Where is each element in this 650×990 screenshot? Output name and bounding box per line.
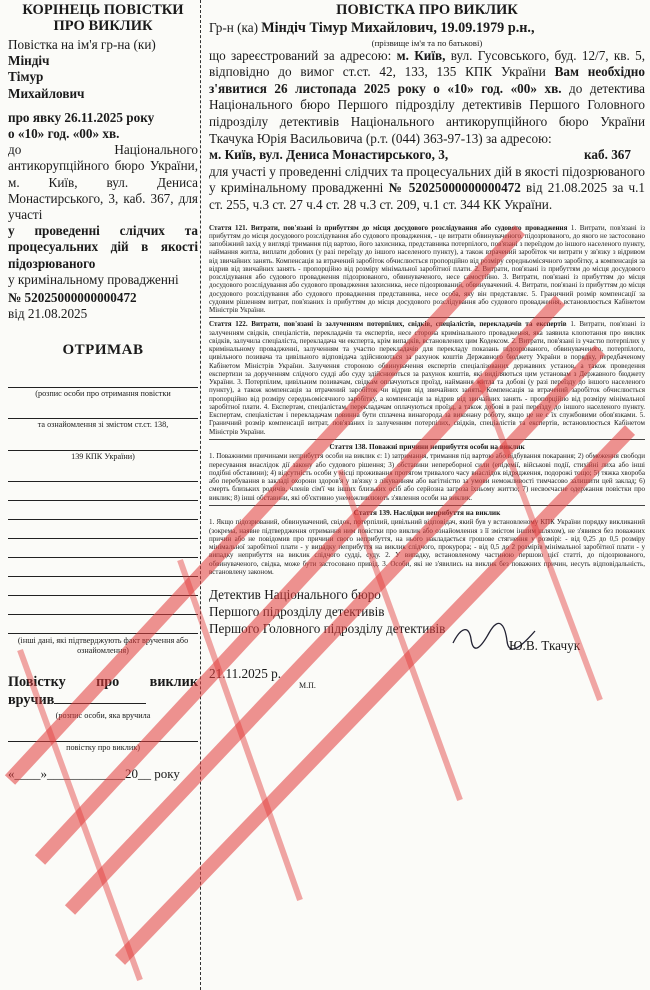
art138-head: Стаття 138. Поважні причини неприбуття особи на виклик bbox=[329, 441, 525, 451]
summons-case-rest: від 21.08.2025 за ч.1 ст. 255, ч.3 ст. 27 ч.4 ст. 28 ч.3 ст. 209, ч.1 ст. 344 КК України. bbox=[209, 180, 646, 212]
art121: Стаття 121. Витрати, пов'язані із прибуттям до місця досудового розслідування або судового провадження 1. Витрати, пов'язані із прибуттям до місця досудового розслідування або судового провадження, - це витрати обвинуваченого, підозрюваного, до якого не застосовано запобіжний захід у вигляді тримання під вартою, його захисника, представника потерпілого, пов'язані з переїздом до іншого населеного пункту, наймання житла, виплати добових (у разі переїзду до іншого населеного пункту), а також втрачений заробіток чи витрати у зв'язку з відривом від звичайних занять. Компенсація за втрачений заробіток обчислюється пропорційно від розміру середньомісячного заробітку, а компенсація за відрив від звичайних занять - пропорційно від розміру мінімальної заробітної плати. 2. Витрати, пов'язані із прибуттям до місця досудового розслідування або судового провадження підозрюваного, обвинуваченого, несе самостійно. 3. Витрати, пов'язані із прибуттям до місця досудового розслідування або судового провадження захисника, несе підозрюваний, обвинувачений. 4. Витрати, пов'язані із прибуттям до місця досудового розслідування або судового провадження представника, несе особа, яку він представляє. 5. Граничний розмір компенсації за судовим рішенням витрат, пов'язаних із прибуттям до місця досудового розслідування або судового провадження, встановлюється Кабінетом Міністрів України. bbox=[209, 223, 645, 315]
stub-blank-line-2[interactable] bbox=[8, 488, 198, 501]
stamp-mark: М.П. bbox=[299, 681, 316, 691]
stub-addressee-intro: Повістка на ім'я гр-на (ки) bbox=[8, 37, 156, 52]
summons-person-line bbox=[209, 20, 645, 37]
art138-text: 1. Поважними причинами неприбуття особи на виклик є: 1) затримання, тримання під вартою або відбування покарання; 2) обмеження свободи пересування внаслідок дії закону або судового рішення; 3) обставини непереборної сили (епідемії, військові події, стихійні лиха або інші подібні обставини); 4) відсутність особи у місці проживання протягом тривалого часу внаслідок відрядження, подорожі тощо; 5) тяжка хвороба або перебування в закладі охорони здоров'я у зв'язку з лікуванням або вагітністю за умови неможливості тимчасово залишити цей заклад; 6) смерть близьких родичів, членів сім'ї чи інших близьких осіб або серйозна загроза їхньому життю; 7) несвоєчасне одержання повістки про виклик; 8) інші обставини, які об'єктивно унеможливлюють з'явлення особи на виклик. bbox=[209, 452, 645, 502]
stub-handed-line2: вручив bbox=[8, 691, 198, 709]
stub-caption-code: 139 КПК України) bbox=[71, 451, 135, 461]
signature-block bbox=[209, 586, 645, 691]
stub-received-title: ОТРИМАВ bbox=[62, 342, 144, 359]
stub-caption-receipt: (розпис особи про отримання повістки bbox=[35, 388, 171, 398]
stub-caption-handed2: повістку про виклик) bbox=[66, 742, 140, 752]
stub-blank-line-3[interactable] bbox=[8, 507, 198, 520]
stub-signature-line[interactable] bbox=[8, 375, 198, 388]
summons-person-full: Міндіч Тімур Михайлович, 19.09.1979 р.н., bbox=[261, 20, 535, 36]
summons-person-prefix: Гр-н (ка) bbox=[209, 20, 258, 35]
stub-blank-line-8[interactable] bbox=[8, 602, 198, 615]
summons-phone: (р.т. (044) 363-97-13) bbox=[365, 130, 483, 146]
stub-proceeding-date: від 21.08.2025 bbox=[8, 306, 88, 322]
summons-address: м. Київ, вул. Дениса Монастирського, 3, каб. 367 bbox=[209, 147, 631, 163]
art139-text: 1. Якщо підозрюваний, обвинувачений, свідок, потерпілий, цивільний відповідач, який був у встановленому КПК України порядку викликаний (зокрема, наявне підтвердження отримання ним повістки про виклик або ознайомлення з її змістом іншим шляхом), не з'явився без поважних причин або не повідомив про причини свого неприбуття, на нього накладається грошове стягнення у розмірі: - від 0,25 до 0,5 розміру мінімальної заробітної плати - у випадку неприбуття на виклик слідчого, прокурора; - від 0,5 до 2 розмірів мінімальної заробітної плати - у випадку неприбуття на виклик слідчого судді, суду. 2. У випадку, встановленому частиною першою цієї статті, до підозрюваного, обвинуваченого, свідка, може бути застосовано привід. 3. Особи, які не з'явились на виклик без поважних причин, несуть відповідальність, встановлену законом. bbox=[209, 518, 645, 576]
stub-proceeding-no: № 52025000000000472 bbox=[8, 290, 137, 306]
summons-column bbox=[209, 2, 645, 988]
stub-date-line: «____»____________20__ року bbox=[8, 766, 180, 782]
stub-handed-line1: Повістку про виклик bbox=[8, 674, 198, 691]
stub-surname: Міндіч bbox=[8, 53, 50, 69]
stub-blank-line-5[interactable] bbox=[8, 545, 198, 558]
stub-appear-line2: о «10» год. «00» хв. bbox=[8, 126, 120, 142]
summons-case-no: № 52025000000000472 bbox=[388, 180, 521, 196]
stub-to-text: до Національного антикорупційного бюро України, м. Київ, вул. Дениса Монастирського, 3, каб. 367, для участі bbox=[8, 142, 198, 223]
stub-caption-other: (інші дані, які підтверджують факт вручення або ознайомлення) bbox=[17, 636, 189, 655]
stub-blank-line-4[interactable] bbox=[8, 526, 198, 539]
art139-head: Стаття 139. Наслідки неприбуття на виклик bbox=[353, 507, 501, 517]
summons-person-caption: (прізвище ім'я та по батькові) bbox=[371, 37, 483, 48]
summons-title: ПОВІСТКА ПРО ВИКЛИК bbox=[336, 2, 518, 18]
stub-blank-line-6[interactable] bbox=[8, 564, 198, 577]
law-articles bbox=[209, 224, 645, 577]
stub-blank-line-7[interactable] bbox=[8, 583, 198, 596]
sig-name: Ю.В. Ткачук bbox=[509, 638, 581, 654]
stub-caption-familiar: та ознайомлення зі змістом ст.ст. 138, bbox=[37, 420, 169, 430]
stub-role-text: у проведенні слідчих та процесуальних дій в якості підозрюваного bbox=[8, 223, 198, 271]
art122: Стаття 122. Витрати, пов'язані із залученням потерпілих, свідків, спеціалістів, перекладачів та експертів 1. Витрати, пов'язані із залученням свідків, спеціалістів, перекладачів та експертів, несе сторона кримінального провадження, яка заявила клопотання про виклик свідків, залучила спеціаліста, перекладача чи експерта, крім випадків, встановлених цим Кодексом. 2. Витрати, пов'язані із участю потерпілих у кримінальному провадженні, залученням та участю перекладачів для перекладу показань підозрюваного, обвинуваченого, потерпілого, цивільного позивача та цивільного відповідача здійснюються за рахунок коштів Державного бюджету України в порядку, передбаченому Кабінетом Міністрів України. Залучення стороною обвинувачення експертів спеціалізованих державних установ, а також проведення експертизи за дорученням слідчого судді або суду здійснюються за рахунок коштів, які виділяються цим установам з Державного бюджету України. 3. Потерпілим, цивільним позивачам, свідкам оплачуються проїзд, наймання житла та добові (у разі переїзду до іншого населеного пункту), а також компенсація за втрачений заробіток чи відрив від звичайних занять. Компенсація за втрачений заробіток обчислюється пропорційно від розміру середньомісячного заробітку, а компенсація за відрив від звичайних занять - пропорційно від розміру мінімальної заробітної плати. 4. Експертам, спеціалістам, перекладачам оплачуються проїзд, а також добові в разі переїзду до іншого населеного пункту. Експертам, спеціалістам і перекладачам повинна бути сплачена винагорода за виконану роботу, якщо це не є їх службовими обов'язками. 5. Граничний розмір компенсації витрат, пов'язаних із залученням потерпілих, свідків, спеціалістів та експертів, встановлюється Кабінетом Міністрів України. bbox=[209, 320, 645, 436]
stub-appear-line1: про явку 26.11.2025 року bbox=[8, 109, 155, 125]
summons-registered: що зареєстрований за адресою: м. Київ, вул. Гусовського, буд. 12/7, кв. 5, відповідно до вимог ст.ст. 42, 133, 135 КПК України Вам необхідно з'явитися 26 листопада 2025 року о «10» год. «00» хв. до детектива Національного бюро Першого підрозділу детективів Першого Головного підрозділу детективів Національного антикорупційного бюро України Ткачука Юрія Васильовича (р.т. (044) 363-97-13) за адресою: bbox=[209, 47, 646, 146]
stub-caption-handed: (розпис особи, яка вручила bbox=[55, 711, 151, 721]
stub-patronymic: Михайлович bbox=[8, 85, 85, 101]
sig-date: 21.11.2025 р. bbox=[209, 666, 282, 682]
stub-handed-line-blank[interactable] bbox=[8, 729, 198, 742]
sig-line2: Першого підрозділу детективів bbox=[209, 604, 385, 620]
sig-line3: Першого Головного підрозділу детективів bbox=[209, 621, 446, 637]
stub-blank-line-1[interactable] bbox=[8, 469, 198, 482]
stub-code-line[interactable] bbox=[8, 438, 198, 451]
stub-proceeding-text: у кримінальному провадженні bbox=[8, 271, 179, 287]
stub-name: Тімур bbox=[8, 69, 44, 85]
stub-title-line1: КОРІНЕЦЬ ПОВІСТКИ bbox=[22, 2, 184, 18]
stub-column bbox=[8, 2, 198, 988]
summons-participation: для участі у проведенні слідчих та процесуальних дій в якості підозрюваного у кримінальному провадженні № 52025000000000472 від 21.08.2025 за ч.1 ст. 255, ч.3 ст. 27 ч.4 ст. 28 ч.3 ст. 209, ч.1 ст. 344 КК України. bbox=[209, 163, 646, 212]
summons-must-appear: Вам необхідно з'явитися 26 листопада 2025 року о «10» год. «00» хв. bbox=[209, 64, 645, 96]
stub-title-line2: ПРО ВИКЛИК bbox=[53, 18, 153, 34]
stub-blank-line-9[interactable] bbox=[8, 621, 198, 634]
stub-familiar-line[interactable] bbox=[8, 406, 198, 419]
tear-line-divider bbox=[200, 0, 201, 990]
sig-line1: Детектив Національного бюро bbox=[209, 587, 381, 603]
summons-detective-name: Ткачука Юрія Васильовича bbox=[209, 130, 363, 146]
